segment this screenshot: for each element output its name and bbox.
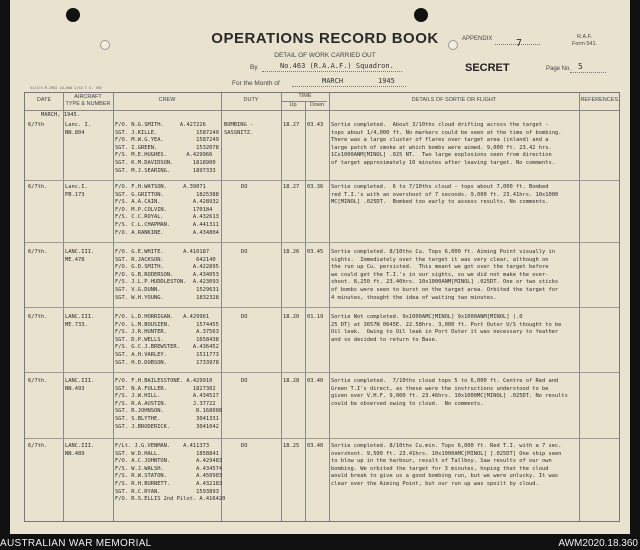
entry-time-up: 18.26 [283, 249, 300, 255]
month-line [292, 86, 406, 87]
month-value: MARCH [322, 77, 344, 85]
entry-crew: F/O. L.D.HORRIGAN. A.429961 F/O. L.M.BOUSIEN. 1574455 F/S. J.R.HUNTER. A.37563 SGT. D.P.WELLS. 1658438 F/S. G.C.J.BREWSTER. A.436452 SGT. A.H.VARLEY. 1511773 SGT. H.D.DOBSON. 1733978 [115, 314, 219, 366]
entry-separator [25, 242, 619, 243]
entry-duty: BOMBING - SASSNITZ. [224, 122, 254, 136]
entry-separator [25, 438, 619, 439]
entry-duty: DO [241, 314, 248, 320]
entry-aircraft: LANC.III. NN.489 [65, 443, 95, 457]
page-subtitle: DETAIL OF WORK CARRIED OUT [274, 52, 376, 59]
secret-stamp: SECRET [465, 62, 510, 74]
col-aircraft: AIRCRAFT TYPE & NUMBER [65, 94, 111, 107]
binder-ring-right [448, 40, 458, 50]
entry-date: 6/7th. [28, 443, 48, 449]
entry-date: 6/7th. [28, 184, 48, 190]
appendix-value: 7 [516, 38, 523, 49]
entry-aircraft: LANC.III. ME.478 [65, 249, 95, 263]
entry-aircraft: Lanc. I. NN.804 [65, 122, 91, 136]
entry-aircraft: LANC.III. NN.493 [65, 378, 95, 392]
entry-crew: F/Lt. J.G.VENMAN. A.411373 SGT. W.D.HALL. 1858841 F/O. A.C.JOHNTON. A.429483 F/S. W.J.WALSH. A.434574 F/S. R.W.STATON. A.450903 F/S. R.H.BURNETT. A.432183 SGT. R.C.RYAN. 1593893 F/O. R.S.ELLIS 2nd Pilot. A.416420 [115, 443, 226, 503]
squadron-line [262, 71, 402, 72]
entry-time-up: 18.25 [283, 443, 300, 449]
archive-credit: AUSTRALIAN WAR MEMORIAL [0, 538, 152, 549]
archive-reference: AWM2020.18.360 [558, 538, 638, 549]
entry-time-down: 03.43 [307, 122, 324, 128]
entry-date: 6/7th. [28, 378, 48, 384]
page-line [570, 72, 606, 73]
header-divider [25, 110, 619, 111]
entry-time-up: 18.20 [283, 314, 300, 320]
entry-duty: DO [241, 443, 248, 449]
col-crew: CREW [158, 97, 176, 103]
entry-time-down: 03.36 [307, 184, 324, 190]
entry-aircraft: LANC.III. ME.733. [65, 314, 95, 328]
entry-duty: DO [241, 184, 248, 190]
col-duty: DUTY [243, 97, 259, 103]
entry-crew: F/O. F.H.WATSON. A.39071 SGT. G.GRITTON. 1825388 F/S. A.A.CAIN. A.428932 F/O. M.P.COLVIN. 170184 F/S. C.C.ROYAL. A.432613 F/S. C.L.CHAPMAN. A.441311 F/O. A.RANKINE. A.434804 [115, 184, 219, 236]
entry-crew: F/O. N.G.SMITH. A.427226 SGT. J.KILLE. 1587249 F/O. M.W.G.YEA. 1587249 SGT. I.GREEN. 1532078 F/S. M.E.HUGHES. A.429966 SGT. K.M.DAVIDSON. 1818900 SGT. M.J.SEARING. 1897333 [115, 122, 219, 174]
entry-time-down: 01.19 [307, 314, 324, 320]
entry-date: 6/7th. [28, 314, 48, 320]
entry-details: Sortie completed. 7/10ths cloud tops 5 to 6,000 ft. Centre of Red and Green T.I's direct, as these were the instructions understood to be given over V.H.F. 9,000 ft. 23.46hrs. 10x1000MC[MINOL] .025DT. No results could be observed owing to cloud. No comments. [331, 378, 568, 407]
entry-details: Sortie Not completed. 9x1000AMC[MINOL] 9x1000ANM[MINOL] (.0 25 DT) at 3657N 0645E. 22.58hrs. 3,000 ft. Port Outer U/S thought to be Oil leak. Owing to Oil leak in Port Outer it was necessary to feather and so decided to return to Base. [331, 314, 562, 343]
col-date: DATE [36, 97, 52, 103]
col-time: TIME [298, 93, 312, 99]
squadron-name: No.463 (R.A.A.F.) Squadron. [280, 62, 394, 70]
entry-date: 6/7th. [28, 249, 48, 255]
record-sheet [10, 0, 630, 534]
entry-duty: DO [241, 249, 248, 255]
entry-time-down: 03.40 [307, 378, 324, 384]
entry-date: 6/7th [28, 122, 45, 128]
entry-crew: F/O. F.H.BAILESSTONE. A.429910 SGT. N.A.FULLER. 1827302 F/S. J.W.HILL. A.434527 F/S. R.A.AUSTIN. J.37722 SGT. R.JOHNSON. R.168008 SGT. S.BLYTHE. 3041331 SGT. J.BRODERICK. 3041042 [115, 378, 223, 430]
entry-time-up: 18.28 [283, 378, 300, 384]
page-value: 5 [578, 62, 583, 71]
page-label: Page No. [546, 66, 572, 72]
operations-table [24, 92, 620, 522]
entry-separator [25, 307, 619, 308]
entry-details: Sortie completed. About 3/10ths cloud drifting across the target - tops about 1/4,000 ft. No markers could be seen at the time of bombing. There was a large cluster of flares over target area (inland) and a large patch of smoke at which bombs were aimed. 9,000 ft. 23.42 hrs. 1Cx1000ANM[MINOL] .025 NT. Two large explosions seen from direction of target approximately 10 minutes after leaving target. No comments. [331, 122, 562, 166]
form-reference: R.A.F. Form 541. [572, 34, 598, 47]
entry-time-up: 18.27 [283, 122, 300, 128]
entry-crew: F/O. G.E.WHITE. A.410187 SGT. R.JACKSON. 642140 F/O. G.D.SMITH. A.422895 F/O. G.B.RODERSON. A.434053 F/S. J.L.P.HUDDLESTON. A.423093 SGT. V.G.DUNN. 1529631 SGT. W.H.YOUNG. 1832328 [115, 249, 219, 301]
printer-line: 51/2/5 M.2962 10,000 2/44 T.S. 700 [30, 86, 102, 90]
appendix-label: APPENDIX [462, 36, 493, 42]
binder-ring-left [100, 40, 110, 50]
by-label: By [250, 64, 258, 71]
year-value: 1945 [378, 77, 395, 85]
entry-time-down: 03.45 [307, 249, 324, 255]
entry-details: Sortie completed. 8/10ths Cu. Tops 6,000 ft. Aiming Point visually in sights. Immediately over the target it was very clear, although on the run up Cu. persisted. This meant we got over the target before we could get the T.I.'s in our sights, so we did not make the over- shoot. 8,250 ft. 23.40hrs. 10x1000ANM[MINOL] .025DT. One or two sticks of bombs were seen to burst on the target area. Orbited the target for 4 minutes, thought the idea of waiting two minutes. [331, 249, 559, 301]
page-title: OPERATIONS RECORD BOOK [211, 30, 439, 47]
month-label: For the Month of [232, 80, 280, 87]
entry-time-up: 18.27 [283, 184, 300, 190]
entry-duty: DO [241, 378, 248, 384]
entry-aircraft: Lanc.I. PB.173 [65, 184, 88, 198]
entry-details: Sortie completed. 8/10ths Cu.min. Tops 6,000 ft. Red T.I. with a 7 sec. overshoot. 9,500 ft. 23.41hrs. 10x1000AMC[MINOL] [.025DT] One ship seen to blow up in the harbour, result of Tallboy. Saw results of our own bombing. We orbited the target for 3 minutes, hoping that the cloud would break to give us a good bombing run, but we were unlucky. It was clear over the Aiming Point, but our run up was spoilt by cloud. [331, 443, 562, 487]
col-up: Up [289, 102, 297, 108]
entry-separator [25, 372, 619, 373]
month-heading: MARCH, 1945. [41, 112, 80, 118]
col-divider [305, 101, 306, 521]
col-details: DETAILS OF SORTIE OR FLIGHT [411, 97, 497, 103]
punch-hole-left [66, 8, 80, 22]
col-references: REFERENCES. [580, 97, 620, 103]
punch-hole-right [414, 8, 428, 22]
entry-time-down: 03.40 [307, 443, 324, 449]
entry-separator [25, 180, 619, 181]
entry-details: Sortie completed. 6 to 7/10ths cloud - tops about 7,000 ft. Bombed red T.I.'s with an overshoot of 7 seconds. 9,000 ft. 23.41hrs. 10x1000 MC[MINOL] .025DT. Bombed too early to assess results. No comments. [331, 184, 559, 206]
col-down: Down [309, 102, 325, 108]
